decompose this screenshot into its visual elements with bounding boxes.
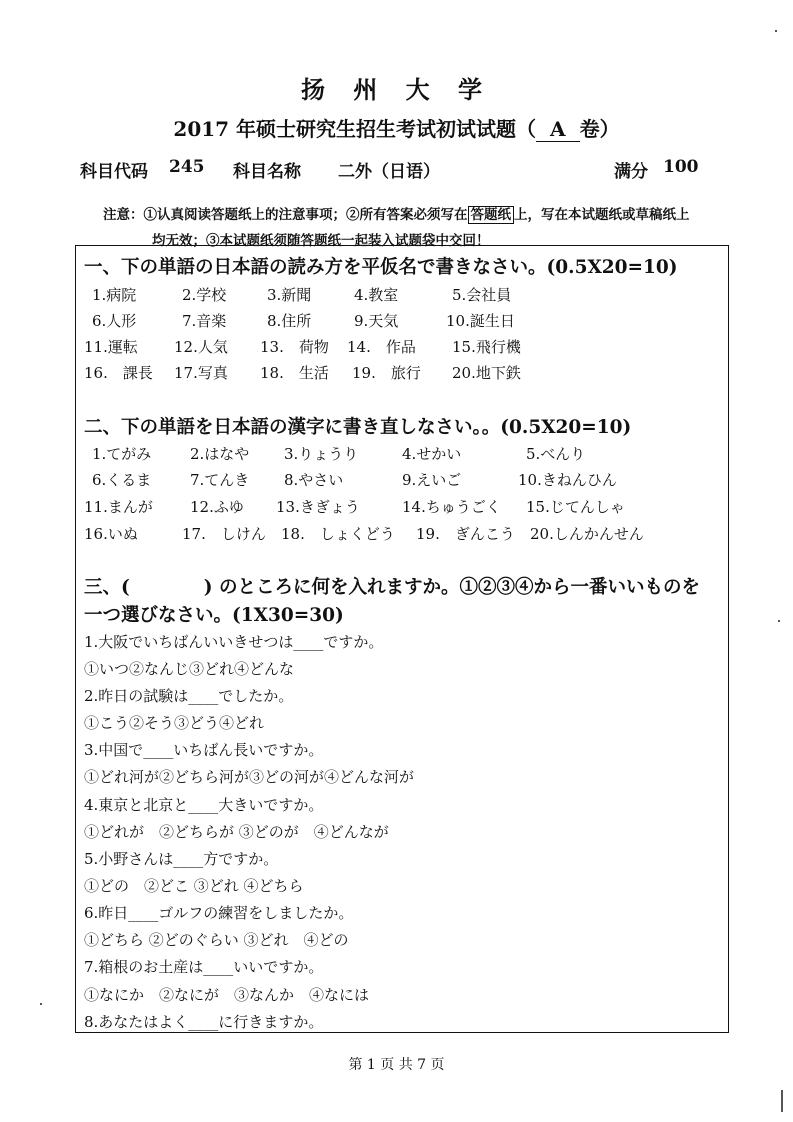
exam-title-prefix: 2017 年硕士研究生招生考试初试试题（	[173, 117, 537, 141]
question-line: 1.大阪でいちばんいいきせつは____ですか。	[84, 633, 384, 651]
vocab-item: 13.きぎょう	[276, 498, 360, 516]
vocab-item: 12.人気	[174, 338, 228, 356]
vocab-item: 15.飛行機	[452, 338, 521, 356]
notice-text-b: 上，写在本试题纸或草稿纸上	[514, 207, 690, 223]
option-line: ①どれ河が②どちら河が③どの河が④どんな河が	[84, 768, 415, 786]
vocab-item: 6.人形	[92, 312, 137, 330]
notice-label: 注意：	[103, 207, 144, 223]
notice-line-2: 均无效；③本试题纸须随答题纸一起装入试题袋中交回！	[152, 233, 490, 249]
option-line: ①どれが ②どちらが ③どのが ④どんなが	[84, 823, 389, 841]
vocab-item: 13. 荷物	[260, 338, 329, 356]
vocab-item: 15.じてんしゃ	[526, 498, 625, 516]
vocab-item: 4.教室	[354, 286, 399, 304]
vocab-item: 16.いぬ	[84, 525, 138, 543]
notice-text-a: ①认真阅读答题纸上的注意事项；②所有答案必须写在	[143, 207, 468, 223]
section2-heading: 二、下の単語を日本語の漢字に書き直しなさい。。(0.5X20=10)	[84, 417, 632, 438]
vocab-item: 10.きねんひん	[518, 471, 617, 489]
vocab-item: 1.病院	[92, 286, 137, 304]
vocab-item: 20.地下鉄	[452, 364, 521, 382]
vocab-item: 10.誕生日	[446, 312, 515, 330]
exam-title-suffix: 卷）	[579, 117, 620, 141]
vocab-item: 7.てんき	[190, 471, 250, 489]
scan-speck	[781, 1090, 783, 1112]
question-line: 2.昨日の試験は____でしたか。	[84, 687, 294, 705]
vocab-item: 17. しけん	[182, 525, 266, 543]
question-line: 3.中国で____いちばん長いですか。	[84, 741, 324, 759]
page-number: 第 1 页 共 7 页	[348, 1057, 445, 1073]
option-line: ①いつ②なんじ③どれ④どんな	[84, 660, 295, 678]
vocab-item: 8.住所	[267, 312, 312, 330]
vocab-item: 14. 作品	[347, 338, 416, 356]
question-line: 8.あなたはよく____に行きますか。	[84, 1013, 324, 1031]
scan-speck	[40, 1003, 42, 1005]
full-score-label: 满分	[614, 162, 648, 182]
option-line: ①どちら ②どのぐらい ③どれ ④どの	[84, 931, 349, 949]
option-line: ①なにか ②なにが ③なんか ④なには	[84, 986, 370, 1004]
option-line: ①こう②そう③どう④どれ	[84, 714, 265, 732]
vocab-item: 19. 旅行	[352, 364, 421, 382]
question-line: 5.小野さんは____方ですか。	[84, 850, 279, 868]
vocab-item: 11.まんが	[84, 498, 153, 516]
vocab-item: 6.くるま	[92, 471, 152, 489]
subject-name-label: 科目名称	[233, 162, 301, 182]
vocab-item: 7.音楽	[182, 312, 227, 330]
notice-line-1	[103, 203, 690, 223]
vocab-item: 4.せかい	[402, 445, 462, 463]
university-title: 扬 州 大 学	[300, 75, 493, 104]
vocab-item: 3.新聞	[267, 286, 312, 304]
answer-sheet-boxed: 答题纸	[468, 206, 515, 224]
vocab-item: 18. 生活	[260, 364, 329, 382]
option-line: ①どの ②どこ ③どれ ④どちら	[84, 877, 304, 895]
question-line: 4.東京と北京と____大きいですか。	[84, 796, 324, 814]
question-line: 7.箱根のお土産は____いいですか。	[84, 958, 324, 976]
section3-heading-line-1: 三、( ) のところに何を入れますか。①②③④から一番いいものを	[84, 577, 700, 598]
vocab-item: 2.学校	[182, 286, 227, 304]
section1-heading: 一、下の単語の日本語の読み方を平仮名で書きなさい。(0.5X20=10)	[84, 257, 678, 278]
vocab-item: 17.写真	[174, 364, 228, 382]
full-score: 100	[663, 157, 699, 177]
subject-code: 245	[169, 157, 205, 177]
subject-code-label: 科目代码	[80, 162, 148, 182]
vocab-item: 1.てがみ	[92, 445, 152, 463]
vocab-item: 16. 課長	[84, 364, 153, 382]
paper-type: A	[536, 117, 580, 142]
vocab-item: 8.やさい	[284, 471, 344, 489]
vocab-item: 9.天気	[354, 312, 399, 330]
vocab-item: 20.しんかんせん	[530, 525, 644, 543]
vocab-item: 14.ちゅうごく	[402, 498, 501, 516]
vocab-item: 19. ぎんこう	[416, 525, 515, 543]
vocab-item: 5.べんり	[526, 445, 586, 463]
scan-speck	[775, 30, 777, 32]
vocab-item: 3.りょうり	[284, 445, 359, 463]
vocab-item: 2.はなや	[190, 445, 250, 463]
vocab-item: 18. しょくどう	[281, 525, 395, 543]
vocab-item: 11.運転	[84, 338, 138, 356]
section3-heading-line-2: 一つ選びなさい。(1X30=30)	[84, 605, 344, 626]
exam-title	[0, 113, 793, 142]
subject-name: 二外（日语）	[338, 162, 440, 182]
vocab-item: 9.えいご	[402, 471, 462, 489]
vocab-item: 12.ふゆ	[190, 498, 244, 516]
vocab-item: 5.会社員	[452, 286, 512, 304]
question-line: 6.昨日____ゴルフの練習をしましたか。	[84, 904, 354, 922]
scan-speck	[778, 620, 780, 622]
